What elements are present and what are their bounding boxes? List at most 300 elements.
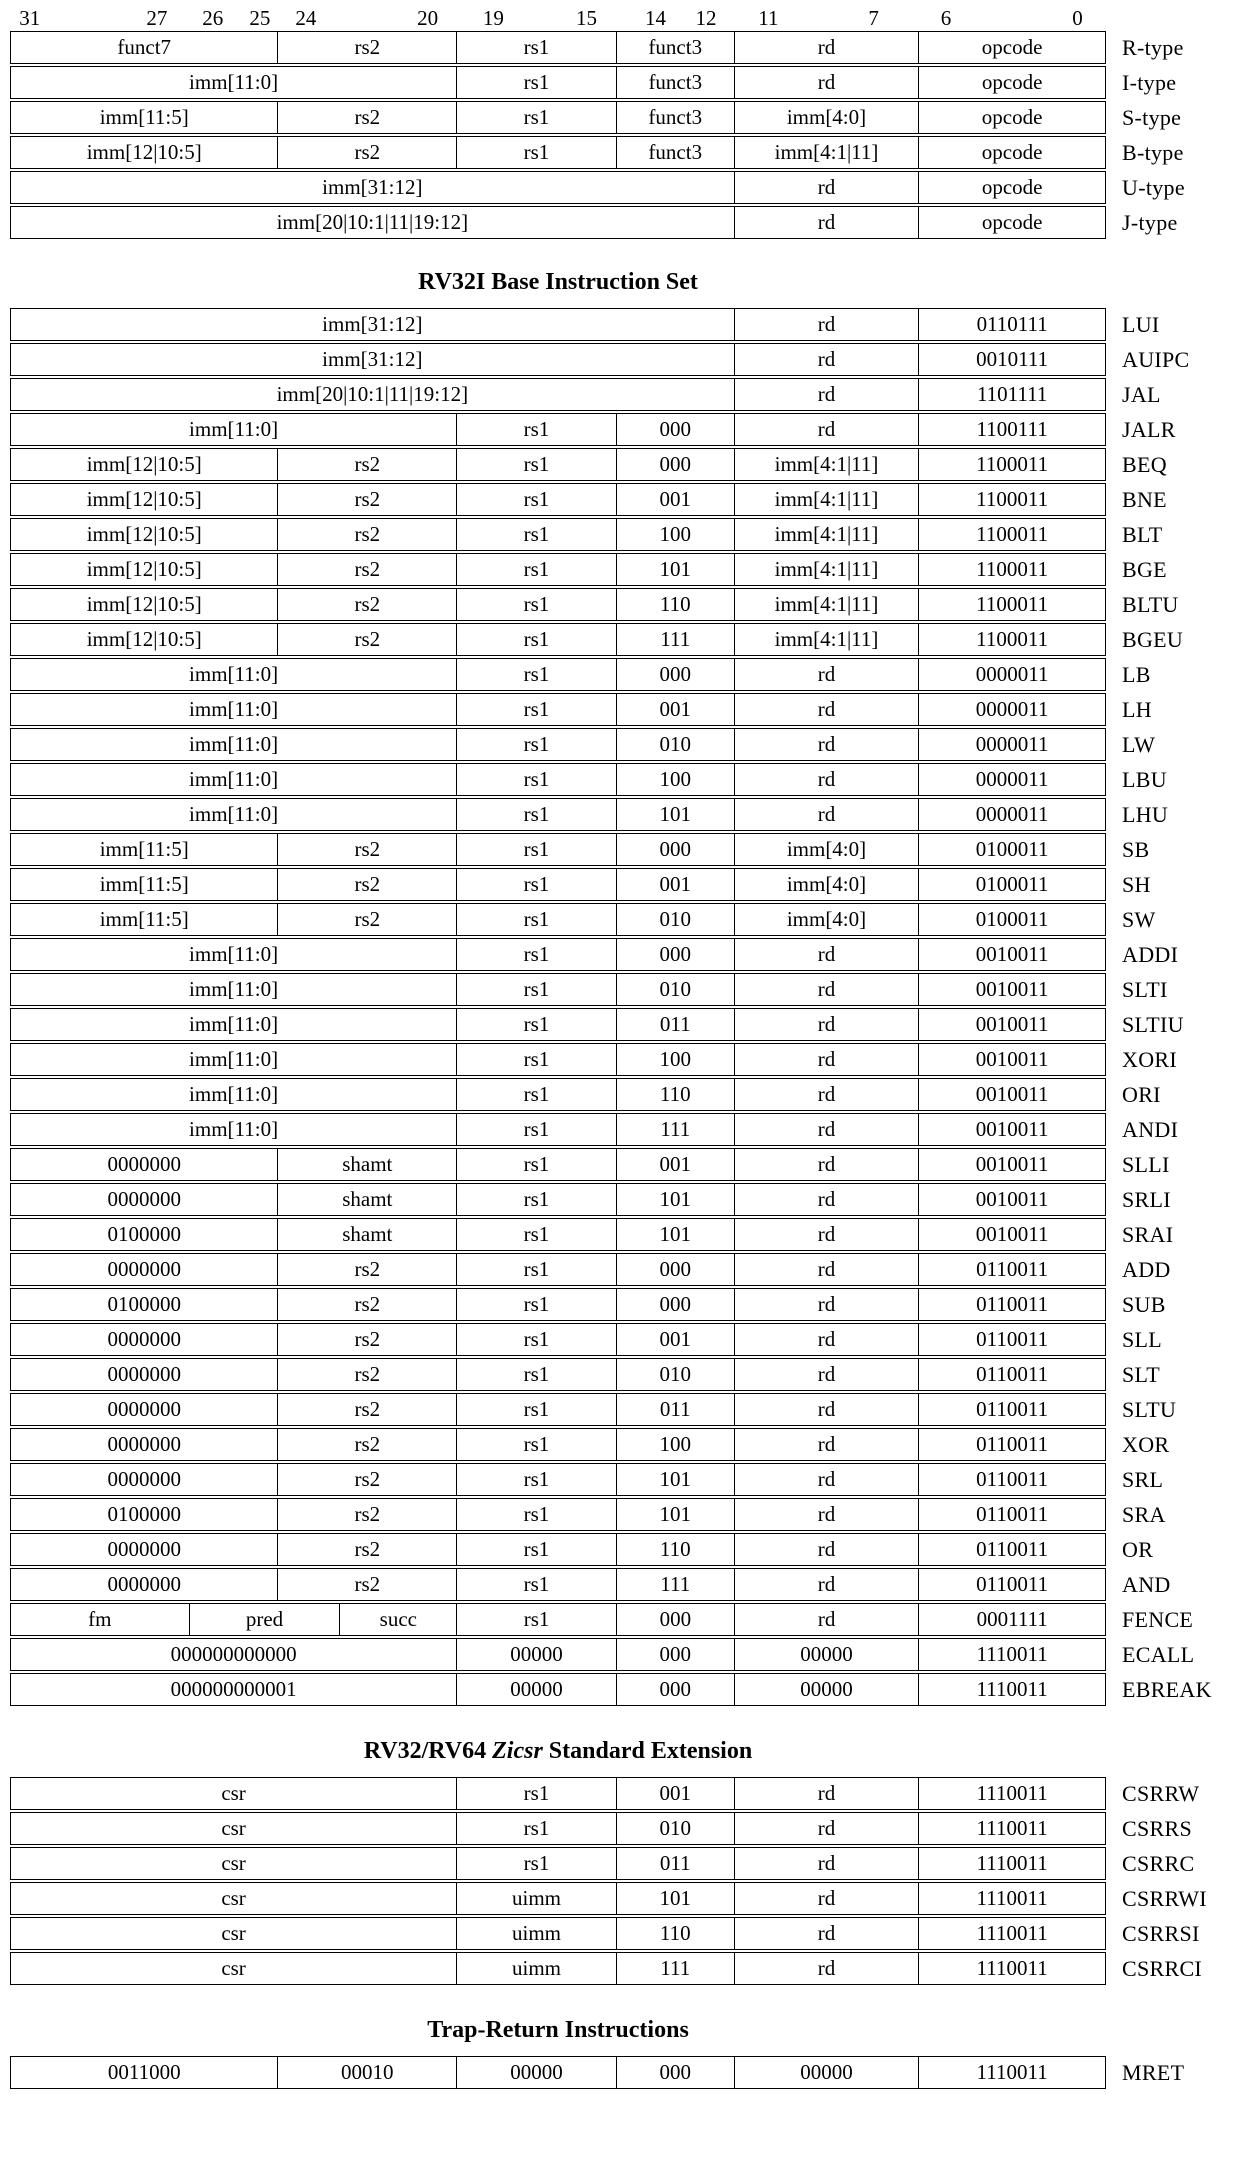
field-cell-op: opcode xyxy=(918,102,1105,133)
field-cell-rs1: rs1 xyxy=(456,589,616,620)
instruction-row xyxy=(10,553,1106,586)
field-cell-op: 0110011 xyxy=(918,1254,1105,1285)
instruction-label: BEQ xyxy=(1122,451,1167,477)
field-cell-pred: pred xyxy=(189,1604,340,1635)
field-cell-op: 0110011 xyxy=(918,1499,1105,1530)
instruction-row xyxy=(10,1463,1106,1496)
field-cell-rd: rd xyxy=(734,32,919,63)
field-cell-rd: rd xyxy=(734,939,919,970)
instruction-row xyxy=(10,1882,1106,1915)
field-cell-f3: 000 xyxy=(616,1604,734,1635)
instruction-label: SUB xyxy=(1122,1291,1166,1317)
instruction-label: SLTIU xyxy=(1122,1011,1184,1037)
instruction-row xyxy=(10,66,1106,99)
field-cell-op: 1100011 xyxy=(918,554,1105,585)
field-cell-f3: 101 xyxy=(616,1464,734,1495)
field-cell-op: opcode xyxy=(918,207,1105,238)
bit-label-14: 14 xyxy=(645,6,667,30)
field-cell-f3: 001 xyxy=(616,1324,734,1355)
field-cell-rs1: uimm xyxy=(456,1918,616,1949)
table-line-sltu xyxy=(10,1393,1252,1426)
table-line-lhu xyxy=(10,798,1252,831)
instruction-label: CSRRWI xyxy=(1122,1885,1207,1911)
field-cell-f3: 101 xyxy=(616,1184,734,1215)
instruction-label: SRA xyxy=(1122,1501,1166,1527)
table-line-bne xyxy=(10,483,1252,516)
field-cell-rs1: rs1 xyxy=(456,974,616,1005)
instruction-row xyxy=(10,378,1106,411)
field-cell-rs1: rs1 xyxy=(456,1394,616,1425)
instruction-row xyxy=(10,1113,1106,1146)
field-cell-f3: 110 xyxy=(616,1534,734,1565)
field-cell-f3: 010 xyxy=(616,904,734,935)
instruction-row xyxy=(10,1288,1106,1321)
table-line-ori xyxy=(10,1078,1252,1111)
bit-label-11: 11 xyxy=(758,6,779,30)
field-cell-op: 1101111 xyxy=(918,379,1105,410)
table-line-u-type xyxy=(10,171,1252,204)
instruction-label: AUIPC xyxy=(1122,346,1190,372)
field-cell-rd: imm[4:1|11] xyxy=(734,449,919,480)
field-cell-f3: 001 xyxy=(616,484,734,515)
instruction-row xyxy=(10,973,1106,1006)
field-cell-rs2: rs2 xyxy=(277,869,456,900)
table-line-lbu xyxy=(10,763,1252,796)
field-cell-op: 0110011 xyxy=(918,1429,1105,1460)
field-cell-rs1: 00000 xyxy=(456,1674,616,1705)
field-cell-rd: rd xyxy=(734,1079,919,1110)
field-cell-rd: imm[4:1|11] xyxy=(734,589,919,620)
field-cell-rd: rd xyxy=(734,1324,919,1355)
field-cell-op: 1100011 xyxy=(918,624,1105,655)
field-cell-i12: imm[11:0] xyxy=(189,977,279,1001)
field-cell-rs2: rs2 xyxy=(277,624,456,655)
field-cell-f3: 000 xyxy=(616,1289,734,1320)
field-cell-i12: imm[11:0] xyxy=(189,697,279,721)
field-cell-op: opcode xyxy=(918,32,1105,63)
field-cell-rd: rd xyxy=(734,1848,919,1879)
bit-label-7: 7 xyxy=(868,6,879,30)
table-line-beq xyxy=(10,448,1252,481)
field-cell-f3: 111 xyxy=(616,1114,734,1145)
field-cell-i12: csr xyxy=(221,1956,246,1980)
instruction-label: U-type xyxy=(1122,174,1185,200)
field-cell-rd: imm[4:0] xyxy=(734,904,919,935)
field-cell-f7: 0000000 xyxy=(107,1432,181,1456)
field-cell-rs2: rs2 xyxy=(277,102,456,133)
instruction-row xyxy=(10,518,1106,551)
field-cell-rs2: rs2 xyxy=(277,1499,456,1530)
field-cell-rd: rd xyxy=(734,1429,919,1460)
instruction-row xyxy=(10,728,1106,761)
field-cell-i12: csr xyxy=(221,1886,246,1910)
field-cell-f3: 100 xyxy=(616,519,734,550)
field-cell-rd: rd xyxy=(734,1813,919,1844)
field-cell-i12: csr xyxy=(221,1816,246,1840)
field-cell-rd: rd xyxy=(734,67,919,98)
field-cell-op: 0000011 xyxy=(918,694,1105,725)
field-cell-rd: rd xyxy=(734,1499,919,1530)
field-cell-rs1: rs1 xyxy=(456,484,616,515)
field-cell-i12: imm[11:0] xyxy=(189,802,279,826)
field-cell-rd: imm[4:1|11] xyxy=(734,519,919,550)
table-line-csrrsi xyxy=(10,1917,1252,1950)
field-cell-op: 0010011 xyxy=(918,1184,1105,1215)
field-cell-f3: 101 xyxy=(616,1883,734,1914)
field-cell-rd: rd xyxy=(734,379,919,410)
instruction-label: LB xyxy=(1122,661,1151,687)
field-cell-rd: 00000 xyxy=(734,2057,919,2088)
table-line-ecall xyxy=(10,1638,1252,1671)
field-cell-u20: imm[20|10:1|11|19:12] xyxy=(276,382,469,406)
bit-label-12: 12 xyxy=(695,6,717,30)
field-cell-rd: rd xyxy=(734,1569,919,1600)
instruction-row xyxy=(10,483,1106,516)
field-cell-op: 0110011 xyxy=(918,1359,1105,1390)
instruction-row xyxy=(10,1673,1106,1706)
section-title-rv32i xyxy=(10,267,1106,297)
field-cell-f3: 011 xyxy=(616,1394,734,1425)
instruction-row xyxy=(10,1847,1106,1880)
field-cell-rs1: rs1 xyxy=(456,67,616,98)
field-cell-rd: rd xyxy=(734,309,919,340)
instruction-row xyxy=(10,413,1106,446)
field-cell-op: 1110011 xyxy=(918,2057,1105,2088)
field-cell-i12: csr xyxy=(221,1781,246,1805)
field-cell-op: 1100011 xyxy=(918,449,1105,480)
field-cell-rs2: rs2 xyxy=(277,1359,456,1390)
field-cell-i12: 000000000000 xyxy=(170,1642,297,1666)
field-cell-op: 1110011 xyxy=(918,1848,1105,1879)
field-cell-f3: 011 xyxy=(616,1009,734,1040)
field-cell-rs1: rs1 xyxy=(456,1009,616,1040)
field-cell-f3: funct3 xyxy=(616,32,734,63)
field-cell-f7: 0000000 xyxy=(107,1257,181,1281)
instruction-row xyxy=(10,343,1106,376)
instruction-label: BGE xyxy=(1122,556,1167,582)
field-cell-f3: 110 xyxy=(616,589,734,620)
field-cell-rs2: rs2 xyxy=(277,1429,456,1460)
table-line-lh xyxy=(10,693,1252,726)
field-cell-op: opcode xyxy=(918,67,1105,98)
field-cell-rd: rd xyxy=(734,1289,919,1320)
field-cell-op: 0000011 xyxy=(918,799,1105,830)
field-cell-rs1: rs1 xyxy=(456,1499,616,1530)
field-cell-f7: imm[12|10:5] xyxy=(86,140,202,164)
instruction-label: CSRRCI xyxy=(1122,1955,1203,1981)
table-line-i-type xyxy=(10,66,1252,99)
field-cell-rd: rd xyxy=(734,799,919,830)
table-line-lb xyxy=(10,658,1252,691)
field-cell-f3: funct3 xyxy=(616,137,734,168)
instruction-label: ADDI xyxy=(1122,941,1179,967)
field-cell-f7: imm[11:5] xyxy=(99,907,189,931)
field-cell-rs1: rs1 xyxy=(456,1534,616,1565)
field-cell-rd: imm[4:0] xyxy=(734,869,919,900)
field-cell-rd: imm[4:0] xyxy=(734,834,919,865)
field-cell-op: 0100011 xyxy=(918,869,1105,900)
table-line-slti xyxy=(10,973,1252,1006)
instruction-row xyxy=(10,1323,1106,1356)
field-cell-rd: 00000 xyxy=(734,1639,919,1670)
field-cell-rd: rd xyxy=(734,1359,919,1390)
instruction-label: ORI xyxy=(1122,1081,1161,1107)
table-line-sll xyxy=(10,1323,1252,1356)
instruction-label: FENCE xyxy=(1122,1606,1194,1632)
instruction-row xyxy=(10,938,1106,971)
field-cell-op: 0100011 xyxy=(918,834,1105,865)
field-cell-i12: 000000000001 xyxy=(170,1677,297,1701)
field-cell-rs2: rs2 xyxy=(277,904,456,935)
section-title-zicsr xyxy=(10,1736,1106,1766)
field-cell-rs1: rs1 xyxy=(456,764,616,795)
instruction-row xyxy=(10,206,1106,239)
instruction-label: AND xyxy=(1122,1571,1171,1597)
field-cell-i12: imm[11:0] xyxy=(189,662,279,686)
field-cell-f7: 0000000 xyxy=(107,1187,181,1211)
field-cell-rs1: rs1 xyxy=(456,1429,616,1460)
field-cell-rs1: rs1 xyxy=(456,1044,616,1075)
table-line-s-type xyxy=(10,101,1252,134)
instruction-row xyxy=(10,1008,1106,1041)
field-cell-f3: 000 xyxy=(616,2057,734,2088)
table-line-fence xyxy=(10,1603,1252,1636)
field-cell-rs2: rs2 xyxy=(277,449,456,480)
field-cell-op: 0110011 xyxy=(918,1534,1105,1565)
field-cell-rs2: rs2 xyxy=(277,1324,456,1355)
field-cell-rs1: rs1 xyxy=(456,1569,616,1600)
field-cell-rd: rd xyxy=(734,207,919,238)
field-cell-f3: 010 xyxy=(616,729,734,760)
instruction-label: BNE xyxy=(1122,486,1167,512)
field-cell-rs2: rs2 xyxy=(277,1254,456,1285)
field-cell-f3: 101 xyxy=(616,554,734,585)
instruction-label: SLLI xyxy=(1122,1151,1170,1177)
field-cell-rs1: rs1 xyxy=(456,1848,616,1879)
table-line-mret xyxy=(10,2056,1252,2089)
field-cell-rs2: shamt xyxy=(277,1149,456,1180)
field-cell-op: 0010011 xyxy=(918,1009,1105,1040)
table-line-ebreak xyxy=(10,1673,1252,1706)
table-line-r-type xyxy=(10,31,1252,64)
instruction-label: SB xyxy=(1122,836,1150,862)
field-cell-op: 0010011 xyxy=(918,1219,1105,1250)
section-title-text: Trap-Return Instructions xyxy=(427,2017,689,2043)
field-cell-f3: 000 xyxy=(616,1254,734,1285)
table-line-auipc xyxy=(10,343,1252,376)
field-cell-rs2: rs2 xyxy=(277,137,456,168)
field-cell-f3: 000 xyxy=(616,449,734,480)
instruction-label: CSRRW xyxy=(1122,1780,1200,1806)
field-cell-f7: imm[12|10:5] xyxy=(86,592,202,616)
field-cell-rd: rd xyxy=(734,1219,919,1250)
instruction-label: SLTI xyxy=(1122,976,1168,1002)
instruction-label: J-type xyxy=(1122,209,1178,235)
instruction-row xyxy=(10,1078,1106,1111)
field-cell-op: opcode xyxy=(918,172,1105,203)
instruction-row xyxy=(10,2056,1106,2089)
table-line-jal xyxy=(10,378,1252,411)
field-cell-f3: 111 xyxy=(616,1569,734,1600)
table-line-xor xyxy=(10,1428,1252,1461)
table-line-srai xyxy=(10,1218,1252,1251)
instruction-label: BLT xyxy=(1122,521,1163,547)
field-cell-rd: rd xyxy=(734,694,919,725)
instruction-row xyxy=(10,136,1106,169)
field-cell-f3: 001 xyxy=(616,1778,734,1809)
field-cell-f7: 0000000 xyxy=(107,1397,181,1421)
table-line-jalr xyxy=(10,413,1252,446)
instruction-label: ECALL xyxy=(1122,1641,1195,1667)
table-line-bge xyxy=(10,553,1252,586)
field-cell-rs1: rs1 xyxy=(456,1079,616,1110)
bit-label-24: 24 xyxy=(295,6,317,30)
field-cell-rd: imm[4:1|11] xyxy=(734,137,919,168)
field-cell-i12: imm[11:0] xyxy=(189,1012,279,1036)
instruction-label: XOR xyxy=(1122,1431,1170,1457)
field-cell-rs2: rs2 xyxy=(277,834,456,865)
field-cell-rs2: rs2 xyxy=(277,554,456,585)
table-line-lui xyxy=(10,308,1252,341)
table-line-lw xyxy=(10,728,1252,761)
field-cell-rd: rd xyxy=(734,764,919,795)
instruction-label: ADD xyxy=(1122,1256,1171,1282)
instruction-row xyxy=(10,1043,1106,1076)
field-cell-rs1: rs1 xyxy=(456,939,616,970)
field-cell-op: 0010011 xyxy=(918,1114,1105,1145)
field-cell-f3: 101 xyxy=(616,1499,734,1530)
instruction-label: LHU xyxy=(1122,801,1169,827)
format-table xyxy=(10,31,1252,239)
table-line-addi xyxy=(10,938,1252,971)
table-line-slli xyxy=(10,1148,1252,1181)
field-cell-f7: imm[11:5] xyxy=(99,837,189,861)
bit-label-6: 6 xyxy=(940,6,952,30)
instruction-row xyxy=(10,31,1106,64)
section-title-text: RV32/RV64 xyxy=(363,1738,493,1764)
field-cell-rs2: rs2 xyxy=(277,1289,456,1320)
table-line-csrrc xyxy=(10,1847,1252,1880)
field-cell-f3: 111 xyxy=(616,1953,734,1984)
field-cell-rs1: rs1 xyxy=(456,624,616,655)
field-cell-rd: imm[4:1|11] xyxy=(734,624,919,655)
instruction-row xyxy=(10,1568,1106,1601)
field-cell-f3: 101 xyxy=(616,1219,734,1250)
field-cell-rs1: rs1 xyxy=(456,32,616,63)
field-cell-rs2: shamt xyxy=(277,1219,456,1250)
field-cell-f3: 000 xyxy=(616,939,734,970)
field-cell-rs2: rs2 xyxy=(277,1534,456,1565)
field-cell-rd: rd xyxy=(734,1953,919,1984)
field-cell-op: 1110011 xyxy=(918,1918,1105,1949)
field-cell-rs1: rs1 xyxy=(456,729,616,760)
instruction-label: LW xyxy=(1122,731,1156,757)
field-cell-i12: imm[11:0] xyxy=(189,1047,279,1071)
field-cell-op: 1110011 xyxy=(918,1883,1105,1914)
bit-label-31: 31 xyxy=(19,6,41,30)
field-cell-u20: imm[20|10:1|11|19:12] xyxy=(276,210,469,234)
instruction-row xyxy=(10,833,1106,866)
field-cell-rs1: rs1 xyxy=(456,137,616,168)
instruction-row xyxy=(10,763,1106,796)
instruction-row xyxy=(10,868,1106,901)
table-line-andi xyxy=(10,1113,1252,1146)
field-cell-op: 1110011 xyxy=(918,1953,1105,1984)
field-cell-rs2: rs2 xyxy=(277,1464,456,1495)
field-cell-rs1: rs1 xyxy=(456,1219,616,1250)
field-cell-rs1: uimm xyxy=(456,1883,616,1914)
field-cell-f7: imm[12|10:5] xyxy=(86,522,202,546)
field-cell-rs1: rs1 xyxy=(456,1813,616,1844)
field-cell-op: 0010111 xyxy=(918,344,1105,375)
instruction-row xyxy=(10,171,1106,204)
field-cell-rd: rd xyxy=(734,1778,919,1809)
instruction-row xyxy=(10,1952,1106,1985)
field-cell-rs1: rs1 xyxy=(456,554,616,585)
field-cell-f7: imm[11:5] xyxy=(99,105,189,129)
field-cell-i12: imm[11:0] xyxy=(189,70,279,94)
field-cell-fm: fm xyxy=(88,1607,112,1631)
instruction-label: LBU xyxy=(1122,766,1167,792)
instruction-label: B-type xyxy=(1122,139,1184,165)
field-cell-i12: csr xyxy=(221,1851,246,1875)
field-cell-f3: 000 xyxy=(616,414,734,445)
zicsr-table xyxy=(10,1777,1252,1985)
instruction-label: BLTU xyxy=(1122,591,1179,617)
field-cell-rd: rd xyxy=(734,1883,919,1914)
field-cell-rd: rd xyxy=(734,414,919,445)
field-cell-rs2: shamt xyxy=(277,1184,456,1215)
field-cell-rs1: uimm xyxy=(456,1953,616,1984)
table-line-csrrci xyxy=(10,1952,1252,1985)
field-cell-f3: 001 xyxy=(616,1149,734,1180)
field-cell-rd: rd xyxy=(734,1009,919,1040)
table-line-sltiu xyxy=(10,1008,1252,1041)
instruction-row xyxy=(10,1183,1106,1216)
instruction-label: CSRRC xyxy=(1122,1850,1195,1876)
field-cell-rd: rd xyxy=(734,729,919,760)
table-line-slt xyxy=(10,1358,1252,1391)
field-cell-op: 0110011 xyxy=(918,1289,1105,1320)
field-cell-rd: imm[4:1|11] xyxy=(734,554,919,585)
instruction-label: R-type xyxy=(1122,34,1184,60)
instruction-label: OR xyxy=(1122,1536,1154,1562)
field-cell-f7: imm[11:5] xyxy=(99,872,189,896)
field-cell-op: 1110011 xyxy=(918,1674,1105,1705)
instruction-label: SRLI xyxy=(1122,1186,1171,1212)
field-cell-op: 0000011 xyxy=(918,729,1105,760)
field-cell-i12: imm[11:0] xyxy=(189,732,279,756)
field-cell-rs1: rs1 xyxy=(456,1114,616,1145)
field-cell-rs1: 00000 xyxy=(456,2057,616,2088)
field-cell-f3: 000 xyxy=(616,1674,734,1705)
instruction-label: JALR xyxy=(1122,416,1176,442)
field-cell-rd: rd xyxy=(734,974,919,1005)
section-zicsr xyxy=(10,1736,1252,1985)
field-cell-rd: rd xyxy=(734,1184,919,1215)
table-line-srli xyxy=(10,1183,1252,1216)
table-line-b-type xyxy=(10,136,1252,169)
table-line-add xyxy=(10,1253,1252,1286)
field-cell-op: 1110011 xyxy=(918,1639,1105,1670)
field-cell-f3: 000 xyxy=(616,659,734,690)
section-instruction-formats xyxy=(10,31,1252,239)
field-cell-rs1: rs1 xyxy=(456,869,616,900)
field-cell-i12: imm[11:0] xyxy=(189,1082,279,1106)
instruction-label: EBREAK xyxy=(1122,1676,1212,1702)
table-line-csrrw xyxy=(10,1777,1252,1810)
instruction-row xyxy=(10,1638,1106,1671)
